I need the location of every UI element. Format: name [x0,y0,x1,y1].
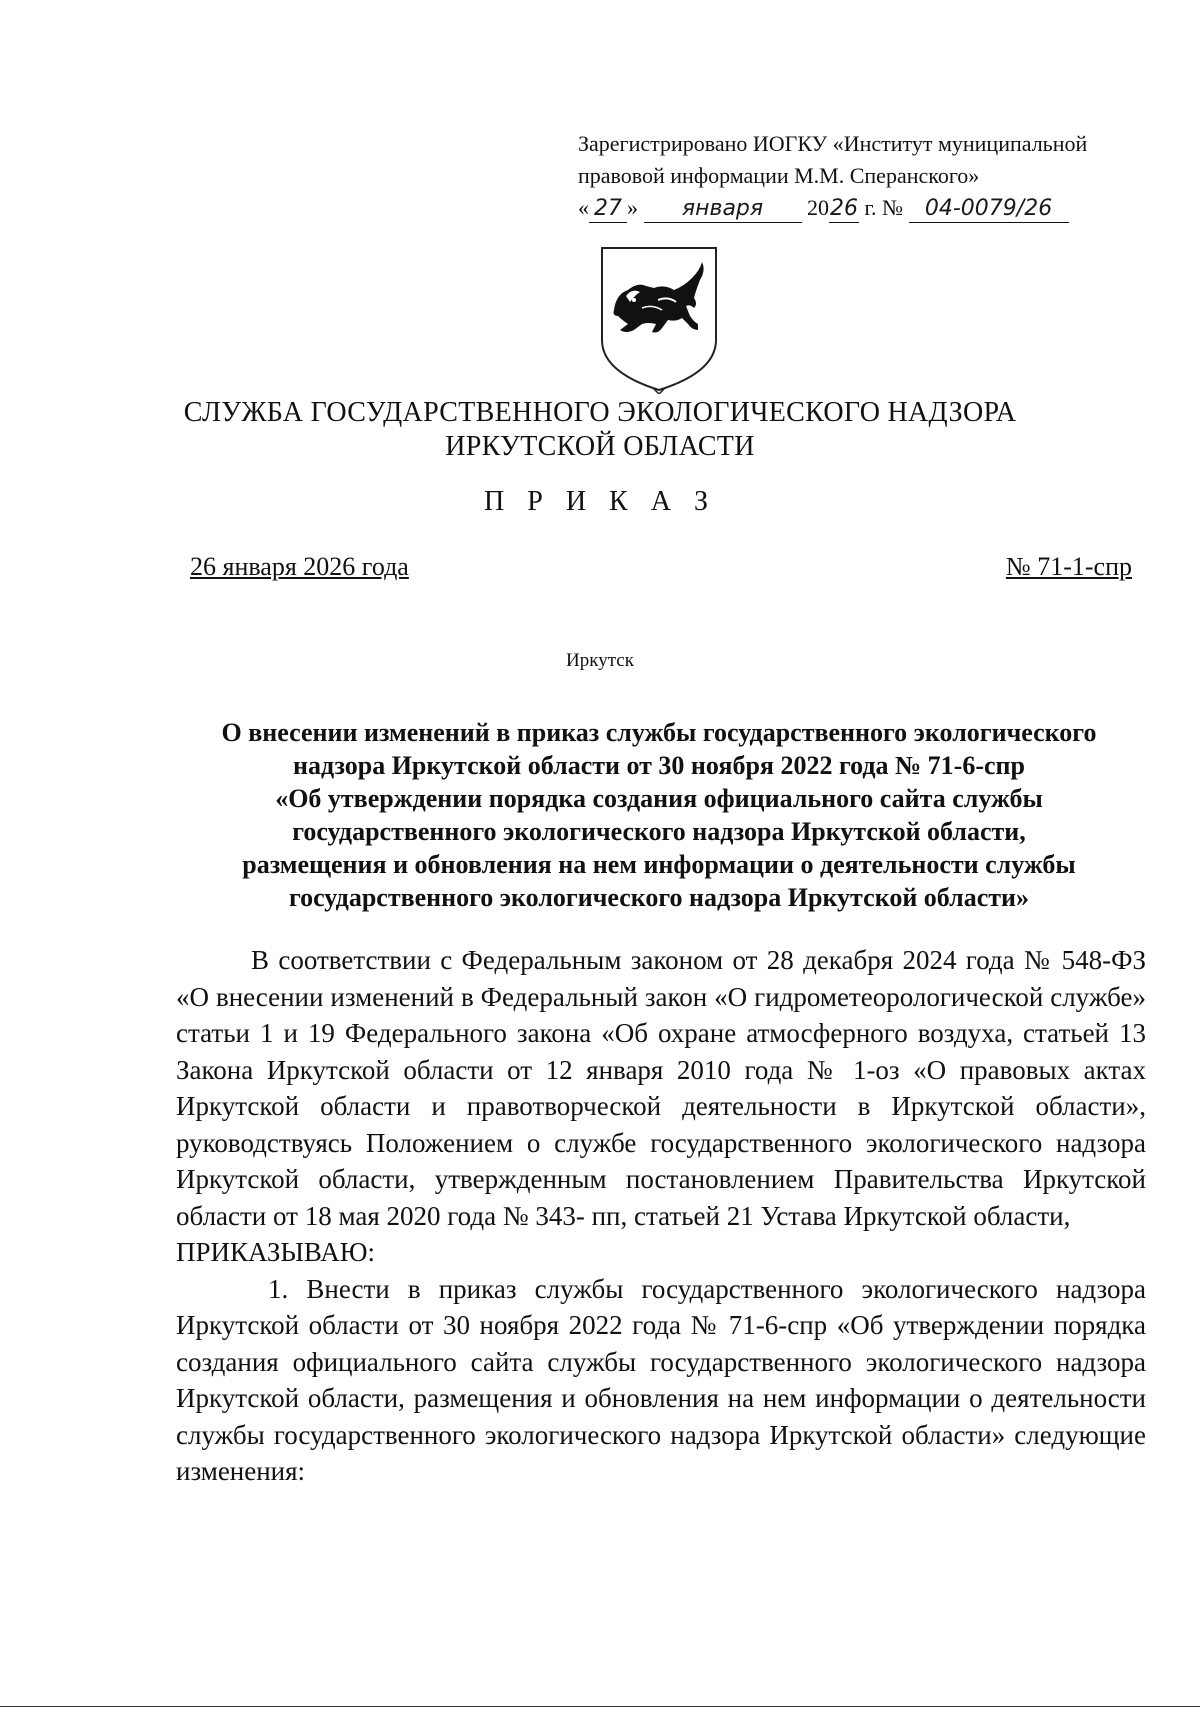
registration-stamp [578,128,1138,224]
quote-close: » [627,195,638,220]
item-1-paragraph: 1. Внести в приказ службы государственного экологического надзора Иркутской области от 30 ноября 2022 года № 71-6-спр «Об утверждении порядка создания официального сайта службы государственного экологического надзора Иркутской области, размещения и обновления на нем информации о деятельности службы государственного экологического надзора Иркутской области» следующие изменения: [176,1273,1146,1486]
heading-line: О внесении изменений в приказ службы государственного экологического [221,718,1097,747]
agency-name-line-2: ИРКУТСКОЙ ОБЛАСТИ [445,431,755,462]
registration-line-3 [578,192,1138,224]
document-heading [160,716,1158,914]
registration-number: 04-0079/26 [909,196,1069,223]
document-type: П Р И К А З [484,486,716,517]
registration-year-mark: г. № [864,195,904,220]
document-date: 26 января 2026 года [190,552,409,581]
quote-open: « [578,195,589,220]
heading-line: государственного экологического надзора Иркутской области, [292,817,1026,846]
page-bottom-rule [0,1706,1200,1707]
document-city: Иркутск [566,650,634,671]
heading-line: надзора Иркутской области от 30 ноября 2022 года № 71-6-спр [293,751,1025,780]
registration-month: января [644,196,802,223]
registration-year-suffix: 26 [830,196,858,221]
heading-line: «Об утверждении порядка создания официального сайта службы [275,784,1043,813]
document-number: № 71-1-спр [1005,552,1132,581]
registration-line-1: Зарегистрировано ИОГКУ «Институт муниципальной [578,131,1088,156]
registration-day: 27 [589,196,627,223]
heading-line: размещения и обновления на нем информации о деятельности службы [242,850,1076,879]
registration-year-prefix: 20 [807,195,829,220]
command-text: ПРИКАЗЫВАЮ: [176,1237,375,1267]
registration-line-2: правовой информации М.М. Сперанского» [578,163,980,188]
document-body [176,942,1146,1490]
heading-line: государственного экологического надзора Иркутской области» [288,883,1030,912]
irkutsk-coat-of-arms-icon [598,244,720,394]
preamble-paragraph: В соответствии с Федеральным законом от 28 декабря 2024 года № 548-ФЗ «О внесении изменений в Федеральный закон «О гидрометеорологической службе» статьи 1 и 19 Федерального закона «Об охране атмосферного воздуха, статьей 13 Закона Иркутской области от 12 января 2010 года № 1-оз «О правовых актах Иркутской области и правотворческой деятельности в Иркутской области», руководствуясь Положением о службе государственного экологического надзора Иркутской области, утвержденным постановлением Правительства Иркутской области от 18 мая 2020 года № 343- пп, статьей 21 Устава Иркутской области, [176,945,1146,1231]
agency-name-line-1: СЛУЖБА ГОСУДАРСТВЕННОГО ЭКОЛОГИЧЕСКОГО НАДЗОРА [183,397,1017,428]
agency-name [0,396,1200,464]
